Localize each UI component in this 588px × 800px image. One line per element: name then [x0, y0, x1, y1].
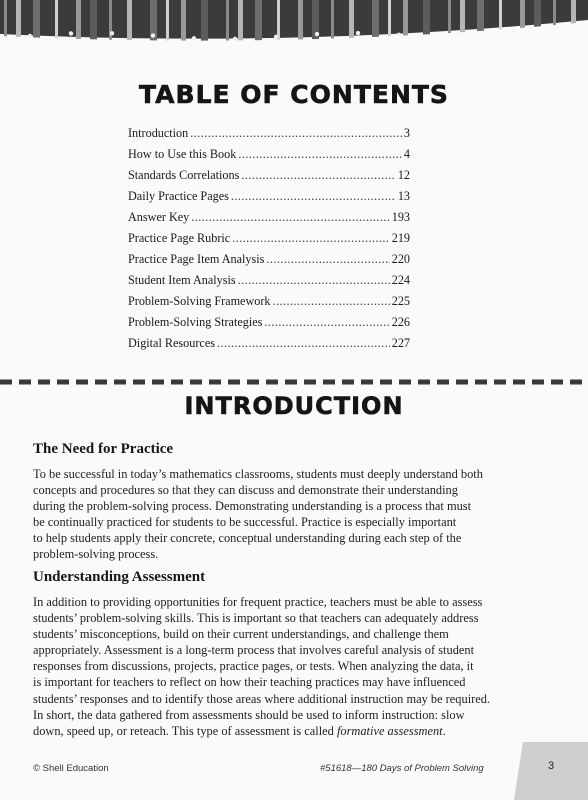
toc-entry-label: Introduction [128, 126, 189, 140]
text-line: appropriately. Assessment is a long-term process that involves careful analysis of student [33, 643, 475, 658]
text-line: students’ problem-solving skills. This is important so that teachers can adequately address [33, 611, 479, 626]
footer-publisher: © Shell Education [33, 763, 109, 774]
text-line: is important for teachers to reflect on how their teaching practices may have influenced [33, 675, 466, 690]
emphasis-term: formative assessment [336, 723, 443, 738]
band-stripe [331, 0, 334, 44]
toc-entry [128, 228, 410, 249]
text-line: To be successful in today’s mathematics classrooms, students must deeply understand both [33, 467, 483, 481]
band-dot [315, 32, 319, 36]
text-line: to help students apply their concrete, conceptual understanding during each step of the [33, 531, 462, 546]
band-dot [274, 35, 278, 39]
toc-entry-label: Student Item Analysis [128, 273, 236, 287]
introduction-title: INTRODUCTION [184, 392, 404, 420]
text-line: problem-solving process. [33, 547, 159, 562]
toc-entry-label: Problem-Solving Framework [128, 294, 271, 308]
toc-entry [128, 312, 410, 333]
band-dot [356, 31, 360, 35]
text-line: during the problem-solving process. Demonstrating understanding is a process that must [33, 499, 472, 514]
band-dot [233, 37, 237, 41]
band-stripe [226, 0, 229, 44]
toc-entry [128, 123, 410, 144]
header-stripes-graphic [0, 0, 588, 48]
band-stripe [76, 0, 81, 44]
toc-leader-dots [273, 291, 390, 312]
toc-entry-label: Digital Resources [128, 336, 215, 350]
toc-entry-label: Daily Practice Pages [128, 189, 229, 203]
toc-entry-page: 224 [391, 273, 410, 287]
paragraph-need-for-practice [33, 466, 558, 563]
toc-entry-page: 13 [397, 189, 410, 203]
toc-entry [128, 144, 410, 165]
text-line: be continually practiced for students to be successful. Practice is especially important [33, 515, 457, 530]
section-divider [0, 376, 588, 388]
toc-entry-label: Standards Correlations [128, 168, 240, 182]
band-stripe [181, 0, 186, 44]
section-heading-need-for-practice: The Need for Practice [33, 441, 174, 457]
decorative-header-band [0, 0, 588, 48]
toc-entry-label: How to Use this Book [128, 147, 237, 161]
band-dot [192, 36, 196, 40]
band-dot [110, 31, 114, 35]
band-stripe [33, 0, 40, 44]
band-dot [151, 33, 155, 37]
band-stripe [238, 0, 243, 44]
toc-entry-page: 226 [391, 315, 410, 329]
toc-entry-label: Answer Key [128, 210, 190, 224]
toc-entry [128, 165, 410, 186]
toc-leader-dots [238, 144, 402, 165]
band-stripe [90, 0, 97, 44]
text-line: students’ misconceptions, build on their current understandings, and challenge them [33, 627, 449, 642]
section-heading-understanding-assessment: Understanding Assessment [33, 569, 206, 585]
page-number: 3 [548, 760, 555, 772]
toc-entry-page: 193 [391, 210, 410, 224]
band-stripe [312, 0, 319, 44]
band-stripe [255, 0, 262, 44]
band-stripe [166, 0, 169, 44]
toc-entry-label: Practice Page Item Analysis [128, 252, 265, 266]
band-stripe [349, 0, 354, 44]
toc-leader-dots [266, 249, 389, 270]
toc-leader-dots [232, 228, 390, 249]
band-dot [69, 31, 73, 35]
band-stripe [127, 0, 132, 44]
toc-entry-page: 225 [391, 294, 410, 308]
toc-leader-dots [217, 333, 390, 354]
toc-entry-page: 227 [391, 336, 410, 350]
toc-entry [128, 291, 410, 312]
paragraph-understanding-assessment [33, 594, 558, 739]
toc-leader-dots [238, 270, 390, 291]
toc-list [128, 123, 410, 354]
toc-entry-page: 4 [403, 147, 410, 161]
toc-leader-dots [191, 207, 389, 228]
band-stripe [109, 0, 112, 44]
text-line: students’ responses and to identify those areas where additional instruction may be required. [33, 691, 491, 706]
toc-leader-dots [231, 186, 396, 207]
toc-entry [128, 186, 410, 207]
toc-entry-page: 220 [391, 252, 410, 266]
toc-entry-page: 219 [391, 231, 410, 245]
toc-entry-label: Problem-Solving Strategies [128, 315, 263, 329]
toc-entry-label: Practice Page Rubric [128, 231, 231, 245]
toc-entry-page: 3 [403, 126, 410, 140]
band-stripe [298, 0, 303, 44]
band-stripe [55, 0, 58, 44]
text-line: concepts and procedures so that they can discuss and demonstrate their understanding [33, 483, 458, 498]
footer-book-title: #51618—180 Days of Problem Solving [320, 763, 484, 774]
toc-entry [128, 270, 410, 291]
toc-entry [128, 333, 410, 354]
toc-entry [128, 207, 410, 228]
toc-entry [128, 249, 410, 270]
text-line: In short, the data gathered from assessments should be used to inform instruction: slow [33, 707, 465, 722]
text-run: . [442, 723, 446, 738]
toc-leader-dots [241, 165, 395, 186]
band-stripe [201, 0, 208, 44]
text-line: responses from discussions, projects, practice pages, or tests. When analyzing the data, it [33, 659, 474, 674]
toc-entry-page: 12 [397, 168, 410, 182]
toc-leader-dots [190, 123, 402, 144]
text-run: down, speed up, or reteach. This type of assessment is called [33, 723, 337, 738]
toc-leader-dots [264, 312, 389, 333]
toc-title: TABLE OF CONTENTS [139, 80, 449, 109]
text-line: In addition to providing opportunities for frequent practice, teachers must be able to assess [33, 595, 483, 609]
text-line [33, 723, 558, 739]
